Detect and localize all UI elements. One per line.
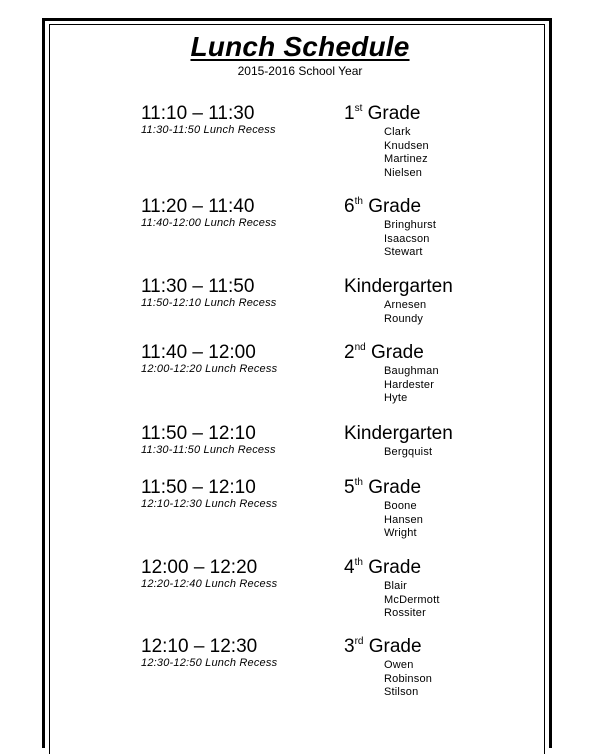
- recess-time: 12:00-12:20 Lunch Recess: [141, 363, 278, 375]
- lunch-time: 12:10 – 12:30: [141, 636, 258, 657]
- lunch-time: 11:50 – 12:10: [141, 423, 256, 444]
- grade-suffix: th: [354, 557, 363, 568]
- teacher-name: Roundy: [384, 312, 424, 325]
- teacher-name: Stilson: [384, 686, 419, 698]
- teacher-name: Stewart: [384, 246, 423, 258]
- recess-time: 11:40-12:00 Lunch Recess: [141, 217, 277, 229]
- teacher-name: Bringhurst: [384, 219, 437, 231]
- teacher-name: Hardester: [384, 378, 435, 391]
- grade-suffix: rd: [354, 636, 364, 647]
- recess-time: 11:30-11:50 Lunch Recess: [141, 444, 276, 456]
- grade-number: 6: [344, 196, 355, 217]
- teacher-list: [384, 659, 432, 700]
- teacher-name: Rossiter: [384, 607, 426, 619]
- lunch-time: 12:00 – 12:20: [141, 557, 258, 578]
- teacher-name: Wright: [384, 527, 417, 539]
- grade-word: Grade: [362, 196, 422, 217]
- grade-word: Grade: [363, 636, 422, 657]
- grade-label: [344, 196, 421, 218]
- grade-word: Kindergarten: [344, 423, 453, 444]
- teacher-name: Arnesen: [384, 299, 427, 311]
- grade-label: [344, 276, 453, 298]
- page-border-inner: [49, 24, 545, 754]
- lunch-time: 11:30 – 11:50: [141, 276, 255, 297]
- page-subtitle: 2015-2016 School Year: [237, 64, 363, 78]
- grade-suffix: st: [354, 103, 363, 114]
- grade-number: 3: [344, 636, 355, 657]
- grade-number: 1: [344, 103, 355, 124]
- teacher-list: [384, 299, 426, 326]
- teacher-list: [384, 580, 440, 621]
- lunch-time: 11:20 – 11:40: [141, 196, 255, 217]
- grade-label: [344, 636, 422, 658]
- lunch-time: 11:50 – 12:10: [141, 477, 256, 498]
- grade-word: Grade: [362, 103, 421, 124]
- lunch-time: 11:10 – 11:30: [141, 103, 255, 124]
- grade-label: [344, 477, 421, 499]
- teacher-name: Hyte: [384, 392, 408, 404]
- grade-suffix: th: [354, 196, 363, 207]
- grade-word: Grade: [365, 342, 424, 363]
- teacher-name: Owen: [384, 659, 414, 671]
- recess-time: 12:30-12:50 Lunch Recess: [141, 657, 278, 669]
- recess-time: 11:30-11:50 Lunch Recess: [141, 124, 276, 136]
- teacher-name: Isaacson: [384, 232, 430, 245]
- grade-suffix: nd: [354, 342, 366, 353]
- teacher-name: Blair: [384, 580, 408, 592]
- grade-word: Grade: [362, 557, 422, 578]
- teacher-list: [384, 126, 429, 180]
- teacher-name: Nielsen: [384, 166, 423, 179]
- teacher-name: Baughman: [384, 365, 439, 377]
- grade-number: 4: [344, 557, 355, 578]
- recess-time: 11:50-12:10 Lunch Recess: [141, 297, 277, 309]
- lunch-time: 11:40 – 12:00: [141, 342, 256, 363]
- teacher-name: Boone: [384, 500, 417, 512]
- grade-number: 5: [344, 477, 355, 498]
- recess-time: 12:10-12:30 Lunch Recess: [141, 498, 278, 510]
- teacher-name: Robinson: [384, 672, 433, 685]
- teacher-list: [384, 446, 432, 460]
- grade-label: [344, 557, 421, 579]
- grade-number: 2: [344, 342, 355, 363]
- grade-suffix: th: [354, 477, 363, 488]
- grade-label: [344, 103, 420, 125]
- teacher-name: Hansen: [384, 513, 424, 526]
- teacher-name: Martinez: [384, 153, 428, 165]
- teacher-list: [384, 365, 439, 406]
- grade-label: [344, 423, 453, 445]
- grade-word: Kindergarten: [344, 276, 453, 297]
- grade-word: Grade: [362, 477, 422, 498]
- teacher-list: [384, 500, 423, 541]
- teacher-name: Clark: [384, 126, 411, 138]
- teacher-name: Bergquist: [384, 446, 433, 458]
- page-title: Lunch Schedule: [190, 31, 410, 62]
- grade-label: [344, 342, 424, 364]
- teacher-name: Knudsen: [384, 139, 429, 152]
- recess-time: 12:20-12:40 Lunch Recess: [141, 578, 278, 590]
- teacher-list: [384, 219, 436, 260]
- teacher-name: McDermott: [384, 593, 440, 606]
